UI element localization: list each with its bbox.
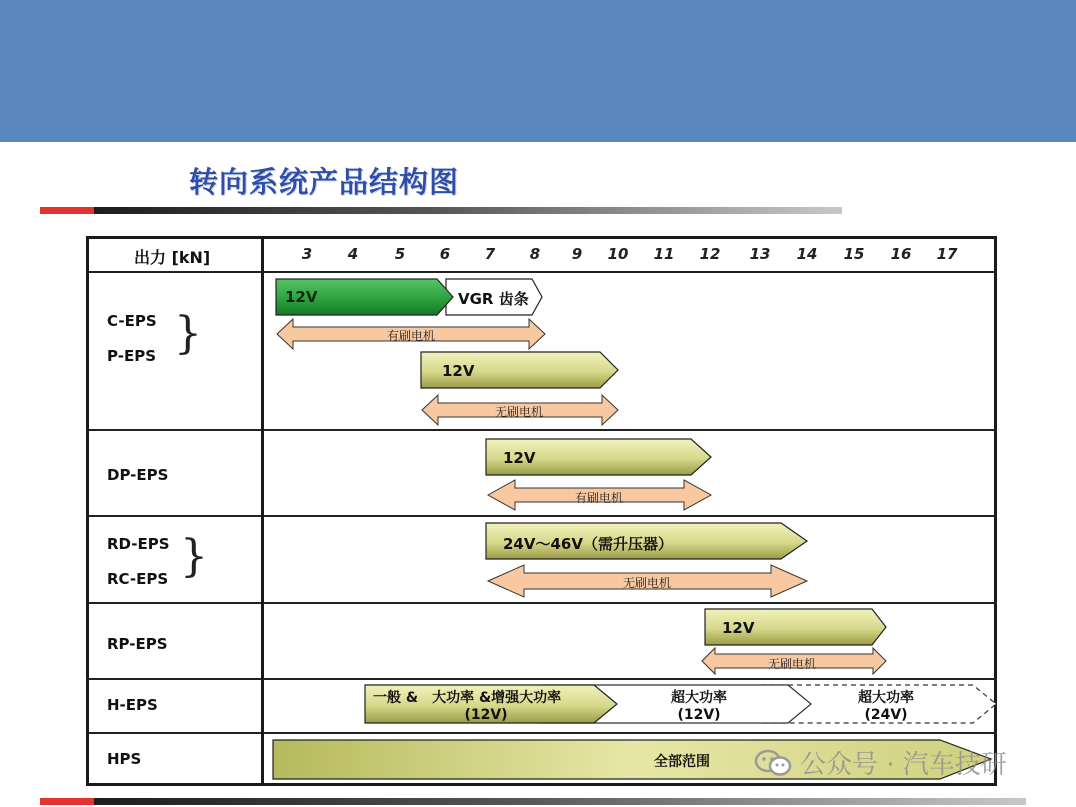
column-divider <box>261 236 264 786</box>
axis-tick: 6 <box>439 245 451 263</box>
dp-eps-motor-label: 有刷电机 <box>575 491 624 505</box>
h-eps-ultra-label-line2: (24V) <box>864 707 908 723</box>
dp-eps-12v-label: 12V <box>503 449 536 467</box>
rd-eps-voltage-label: 24V～46V（需升压器） <box>503 535 673 553</box>
axis-tick: 12 <box>699 245 721 263</box>
axis-tick: 7 <box>484 245 496 263</box>
c-eps-12v-label: 12V <box>285 288 318 306</box>
rd-eps-motor-label: 无刷电机 <box>623 576 672 590</box>
axis-tick: 11 <box>653 245 675 263</box>
axis-tick: 3 <box>301 245 313 263</box>
row-label-rc-eps: RC-EPS <box>107 570 169 588</box>
row-label-p-eps: P-EPS <box>107 347 156 365</box>
axis-tick: 8 <box>529 245 541 263</box>
c-eps-motor-label: 有刷电机 <box>387 329 436 343</box>
hps-range-label: 全部范围 <box>654 754 710 770</box>
axis-tick: 9 <box>571 245 583 263</box>
group-brace: } <box>174 308 202 359</box>
rp-eps-12v-label: 12V <box>722 619 755 637</box>
axis-tick: 16 <box>890 245 912 263</box>
rp-eps-motor-label: 无刷电机 <box>768 657 817 671</box>
h-eps-general-label-line1: 一般 & 大功率 &增强大功率 <box>373 690 562 706</box>
row-divider <box>86 602 997 604</box>
h-eps-general-label-line2: (12V) <box>464 707 508 723</box>
row-label-rd-eps: RD-EPS <box>107 535 170 553</box>
axis-tick: 10 <box>607 245 629 263</box>
axis-tick: 13 <box>749 245 771 263</box>
axis-tick: 17 <box>936 245 958 263</box>
row-label-dp-eps: DP-EPS <box>107 466 169 484</box>
row-label-hps: HPS <box>107 750 142 768</box>
group-brace: } <box>180 531 208 582</box>
axis-tick: 5 <box>394 245 406 263</box>
c-eps-vgr-label: VGR 齿条 <box>458 290 529 308</box>
h-eps-super-label-line2: (12V) <box>677 707 721 723</box>
header-band <box>0 0 1076 142</box>
p-eps-motor-label: 无刷电机 <box>495 405 544 419</box>
row-label-c-eps: C-EPS <box>107 312 157 330</box>
title-divider <box>40 207 842 214</box>
wechat-icon <box>754 748 794 778</box>
axis-tick: 15 <box>843 245 865 263</box>
row-divider <box>86 732 997 734</box>
row-divider <box>86 678 997 680</box>
h-eps-super-label-line1: 超大功率 <box>671 690 727 706</box>
watermark: 公众号 · 汽车技研 <box>800 750 1007 780</box>
page-title: 转向系统产品结构图 <box>189 165 460 199</box>
output-header: 出力 [kN] <box>134 248 211 267</box>
p-eps-12v-label: 12V <box>442 362 475 380</box>
row-label-rp-eps: RP-EPS <box>107 635 168 653</box>
axis-tick: 14 <box>796 245 818 263</box>
h-eps-ultra-label-line1: 超大功率 <box>858 690 914 706</box>
footer-divider <box>40 798 1026 805</box>
row-label-h-eps: H-EPS <box>107 696 158 714</box>
row-divider <box>86 271 997 273</box>
row-divider <box>86 515 997 517</box>
row-divider <box>86 429 997 431</box>
axis-tick: 4 <box>347 245 359 263</box>
